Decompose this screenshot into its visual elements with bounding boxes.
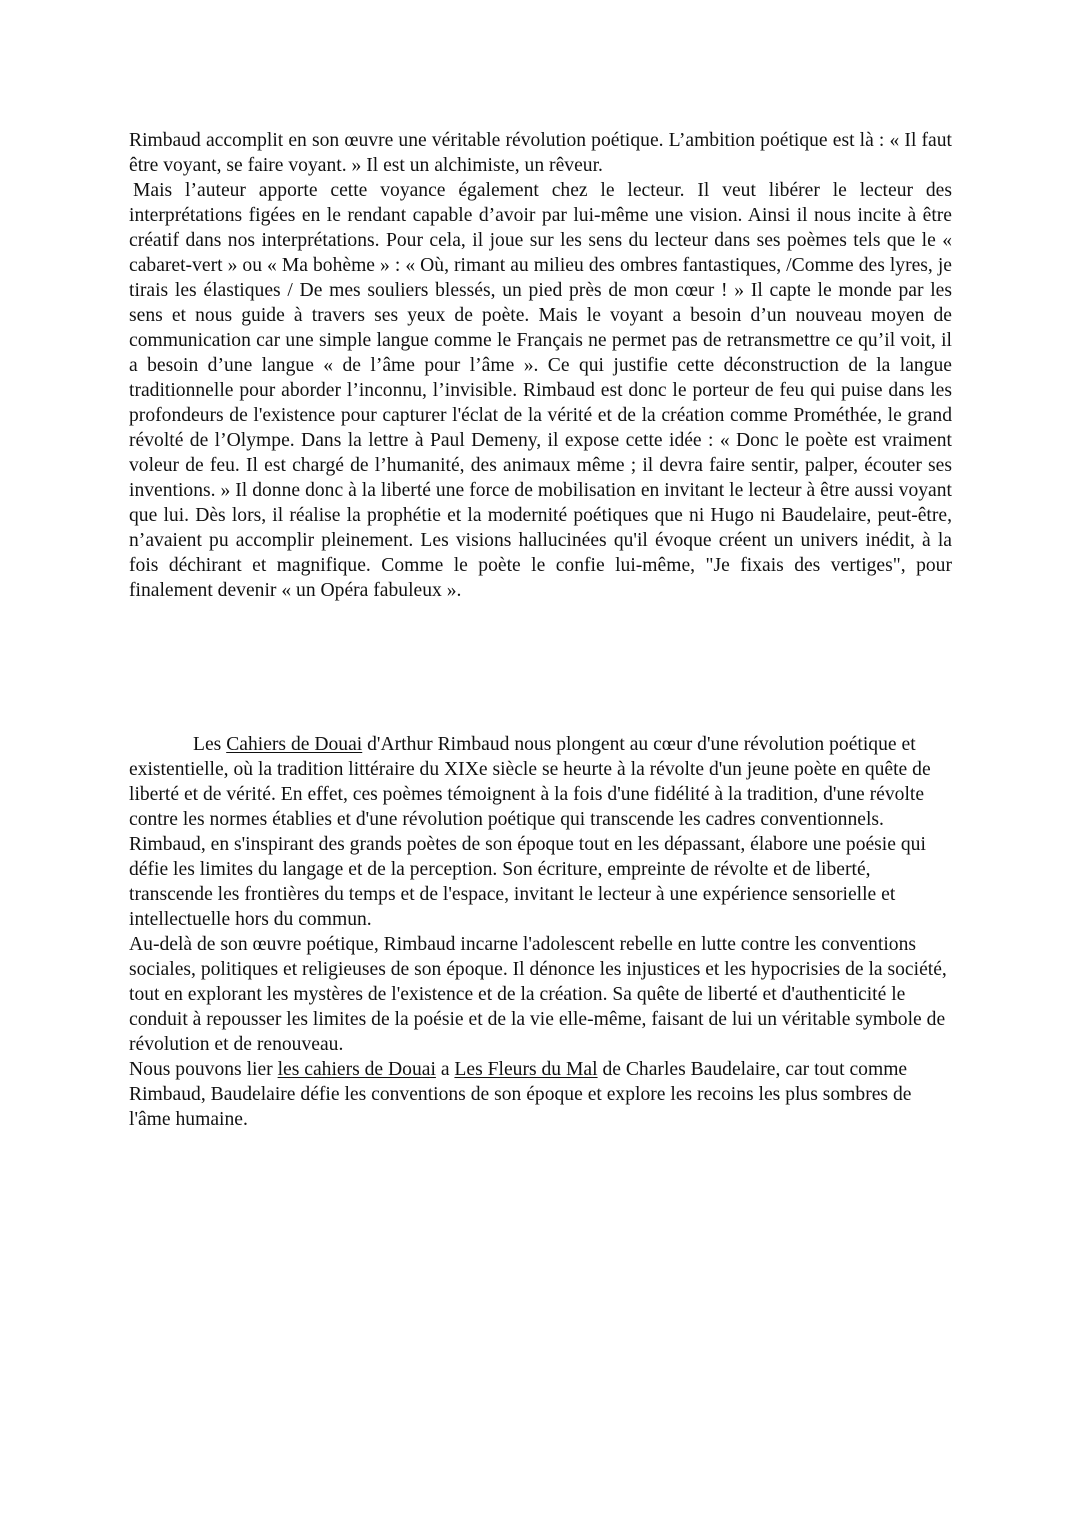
paragraph-revolution-intro: Rimbaud accomplit en son œuvre une véritable révolution poétique. L’ambition poétique est là : « Il faut être voyant, se faire voyant. » Il est un alchimiste, un rêveur. — [129, 130, 952, 176]
text-span: Les — [193, 734, 227, 755]
book-title-fleurs-du-mal: Les Fleurs du Mal — [454, 1059, 598, 1080]
book-title-cahiers: Cahiers de Douai — [226, 734, 363, 755]
paragraph-baudelaire-link — [129, 1057, 952, 1132]
text-span: a — [435, 1059, 455, 1080]
text-span: de Charles Baudelaire, car tout comme Rimbaud, Baudelaire défie les conventions de son époque et explore les recoins les plus sombres de l'âme humaine. — [129, 1059, 912, 1130]
text-span: d'Arthur Rimbaud nous plongent au cœur d'une révolution poétique et existentielle, où la tradition littéraire du XIXe siècle se heurte à la révolte d'un jeune poète en quête de liberté et de vérité. En effet, ces poèmes témoignent à la fois d'une fidélité à la tradition, d'une révolte contre les normes établies et d'une révolution poétique qui transcende les cadres conventionnels. — [129, 734, 931, 830]
text-block-cahiers — [129, 732, 952, 1132]
text-block-voyance — [129, 128, 952, 603]
text-span: Nous pouvons lier — [129, 1059, 278, 1080]
book-title-cahiers-lower: les cahiers de Douai — [277, 1059, 436, 1080]
paragraph-adolescent-rebelle: Au-delà de son œuvre poétique, Rimbaud incarne l'adolescent rebelle en lutte contre les conventions sociales, politiques et religieuses de son époque. Il dénonce les injustices et les hypocrisies de la société, tout en explorant les mystères de l'existence et de la création. Sa quête de liberté et d'authenticité le conduit à repousser les limites de la poésie et de la vie elle-même, faisant de lui un véritable symbole de révolution et de renouveau. — [129, 934, 947, 1055]
paragraph-cahiers-intro — [129, 732, 952, 832]
paragraph-poesie-limites: Rimbaud, en s'inspirant des grands poètes de son époque tout en les dépassant, élabore une poésie qui défie les limites du langage et de la perception. Son écriture, empreinte de révolte et de liberté, transcende les frontières du temps et de l'espace, invitant le lecteur à une expérience sensorielle et intellectuelle hors du commun. — [129, 834, 926, 930]
paragraph-voyance-lecteur: Mais l’auteur apporte cette voyance également chez le lecteur. Il veut libérer le lecteur des interprétations figées en le rendant capable d’avoir par lui-même une vision. Ainsi il nous incite à être créatif dans nos interprétations. Pour cela, il joue sur les sens du lecteur dans ses poèmes tels que le « cabaret-vert » ou « Ma bohème » : « Où, rimant au milieu des ombres fantastiques, /Comme des lyres, je tirais les élastiques / De mes souliers blessés, un pied près de mon cœur ! » Il capte le monde par les sens et nous guide à travers ses yeux de poète. Mais le voyant a besoin d’un nouveau moyen de communication car une simple langue comme le Français ne permet pas de retransmettre ce qu’il voit, il a besoin d’une langue « de l’âme pour l’âme ». Ce qui justifie cette déconstruction de la langue traditionnelle pour aborder l’inconnu, l’invisible. Rimbaud est donc le porteur de feu qui puise dans les profondeurs de l'existence pour capturer l'éclat de la vérité et de la création comme Prométhée, le grand révolté de l’Olympe. Dans la lettre à Paul Demeny, il expose cette idée : « Donc le poète est vraiment voleur de feu. Il est chargé de l’humanité, des animaux même ; il devra faire sentir, palper, écouter ses inventions. » Il donne donc à la liberté une force de mobilisation en invitant le lecteur à être aussi voyant que lui. Dès lors, il réalise la prophétie et la modernité poétiques que ni Hugo ni Baudelaire, peut-être, n’avaient pu accomplir pleinement. Les visions hallucinées qu'il évoque créent un univers inédit, à la fois déchirant et magnifique. Comme le poète le confie lui-même, "Je fixais des vertiges", pour finalement devenir « un Opéra fabuleux ». — [129, 180, 952, 601]
